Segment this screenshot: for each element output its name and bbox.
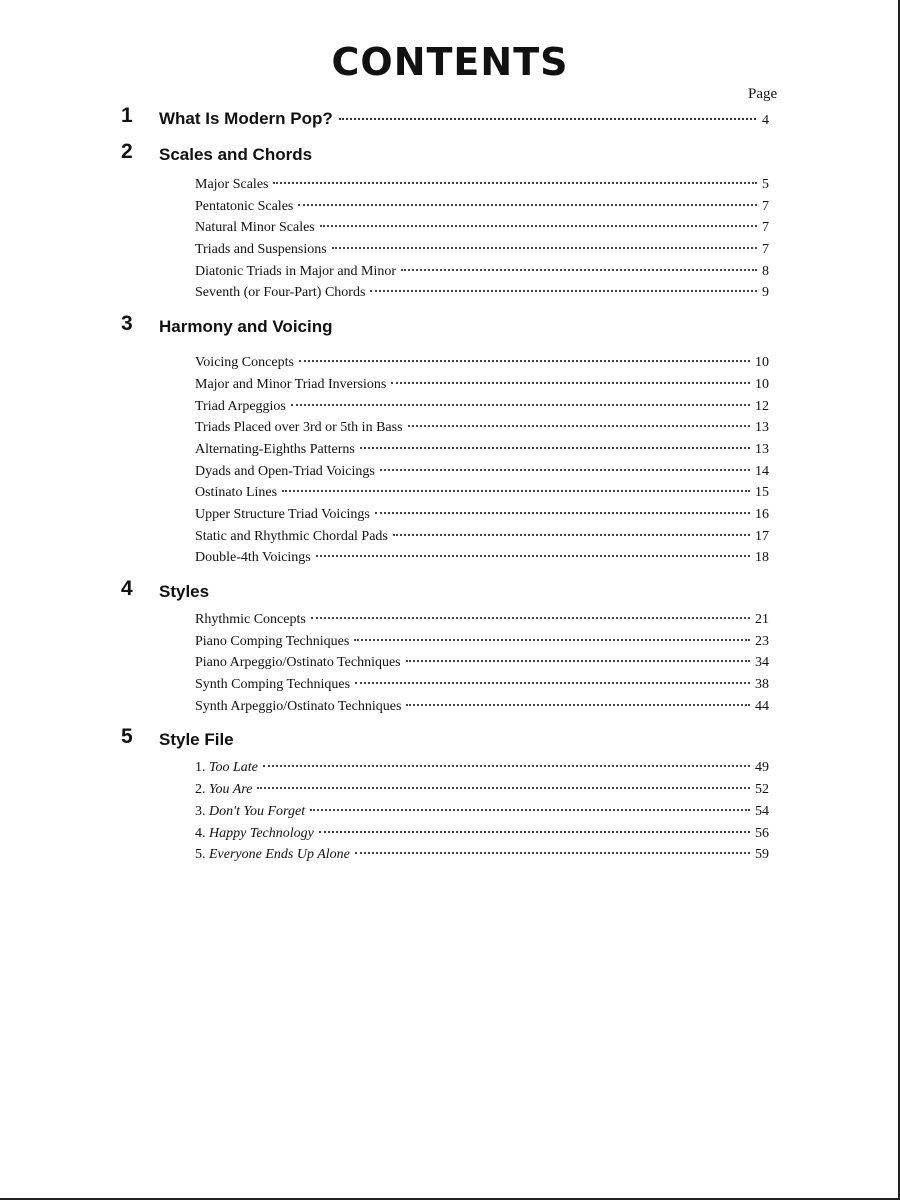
toc-entry[interactable] <box>195 174 769 196</box>
entry-page-number: 8 <box>762 263 769 279</box>
entry-page-number: 13 <box>755 441 769 457</box>
toc-entry[interactable] <box>195 844 769 866</box>
entry-list <box>0 757 900 865</box>
entry-page-number: 17 <box>755 528 769 544</box>
dot-leader <box>391 382 750 384</box>
entry-page-number: 7 <box>762 198 769 214</box>
entry-prefix: 1. <box>195 760 209 776</box>
chapter-4 <box>0 577 900 725</box>
entry-page-number: 52 <box>755 782 769 798</box>
entry-prefix: 5. <box>195 847 209 863</box>
entry-page-number: 9 <box>762 285 769 301</box>
entry-label <box>195 844 350 866</box>
chapter-heading[interactable] <box>0 312 900 352</box>
toc-entry[interactable] <box>195 461 769 483</box>
toc-entry[interactable] <box>195 504 769 526</box>
chapter-title: Scales and Chords <box>159 145 313 164</box>
dot-leader <box>354 639 750 641</box>
entry-page-number: 7 <box>762 242 769 258</box>
toc-entry[interactable] <box>195 261 769 283</box>
entry-label: Static and Rhythmic Chordal Pads <box>195 528 388 544</box>
chapter-number: 5 <box>121 725 133 749</box>
entry-label: Voicing Concepts <box>195 355 294 371</box>
entry-label <box>195 801 305 823</box>
entry-list <box>0 174 900 304</box>
entry-page-number: 10 <box>755 355 769 371</box>
dot-leader <box>406 660 750 662</box>
chapter-heading[interactable] <box>0 104 900 140</box>
entry-page-number: 21 <box>755 612 769 627</box>
dot-leader <box>408 425 750 427</box>
entry-page-number: 34 <box>755 655 769 671</box>
dot-leader <box>299 360 750 362</box>
entry-page-number: 7 <box>762 220 769 236</box>
entry-label <box>195 823 314 845</box>
toc-entry[interactable] <box>195 217 769 239</box>
dot-leader <box>310 809 750 811</box>
entry-page-number: 5 <box>762 177 769 192</box>
chapter-1 <box>0 104 900 140</box>
entry-page-number: 38 <box>755 677 769 693</box>
toc-entry[interactable] <box>195 239 769 261</box>
entry-label: Natural Minor Scales <box>195 220 315 236</box>
song-title: Happy Technology <box>209 825 314 841</box>
dot-leader <box>257 787 750 789</box>
toc-entry[interactable] <box>195 631 769 653</box>
entry-label: Triads Placed over 3rd or 5th in Bass <box>195 420 403 436</box>
toc-entry[interactable] <box>195 396 769 418</box>
entry-label: Alternating-Eighths Patterns <box>195 441 355 457</box>
dot-leader <box>311 617 750 619</box>
chapter-number: 2 <box>121 140 133 163</box>
toc-entry[interactable] <box>195 674 769 696</box>
chapter-2 <box>0 140 900 312</box>
toc-entry[interactable] <box>195 482 769 504</box>
toc-entry[interactable] <box>195 374 769 396</box>
entry-page-number: 10 <box>755 376 769 392</box>
entry-label: Piano Arpeggio/Ostinato Techniques <box>195 655 401 671</box>
dot-leader <box>401 269 757 271</box>
entry-label: Seventh (or Four-Part) Chords <box>195 285 366 301</box>
entry-page-number: 12 <box>755 398 769 414</box>
entry-label: Major and Minor Triad Inversions <box>195 376 387 392</box>
dot-leader <box>282 490 750 492</box>
dot-leader <box>320 225 757 227</box>
table-of-contents <box>0 104 900 866</box>
toc-entry[interactable] <box>195 282 769 304</box>
chapter-title: Style File <box>159 730 234 750</box>
entry-page-number: 14 <box>755 463 769 479</box>
toc-entry[interactable] <box>195 652 769 674</box>
toc-entry[interactable] <box>195 526 769 548</box>
entry-label: Pentatonic Scales <box>195 198 294 214</box>
dot-leader <box>339 118 756 120</box>
chapter-number: 3 <box>121 312 133 336</box>
entry-label <box>195 757 258 779</box>
song-title: Don't You Forget <box>209 803 306 819</box>
dot-leader <box>273 182 757 184</box>
dot-leader <box>291 404 750 406</box>
entry-page-number: 59 <box>755 847 769 863</box>
dot-leader <box>370 290 757 292</box>
entry-page-number: 49 <box>755 760 769 776</box>
entry-page-number: 23 <box>755 633 769 649</box>
dot-leader <box>355 852 750 854</box>
chapter-heading[interactable] <box>0 140 900 174</box>
chapter-number: 4 <box>121 577 133 600</box>
toc-entry[interactable] <box>195 779 769 801</box>
entry-label <box>195 779 252 801</box>
entry-label: Double-4th Voicings <box>195 550 311 566</box>
entry-label: Dyads and Open-Triad Voicings <box>195 463 375 479</box>
toc-entry[interactable] <box>195 801 769 823</box>
song-title: Too Late <box>209 760 258 776</box>
chapter-5 <box>0 725 900 865</box>
entry-prefix: 3. <box>195 803 209 819</box>
toc-entry[interactable] <box>195 696 769 718</box>
dot-leader <box>298 204 757 206</box>
chapter-number: 1 <box>121 104 133 127</box>
entry-page-number: 16 <box>755 506 769 522</box>
entry-label: Piano Comping Techniques <box>195 633 350 649</box>
entry-prefix: 2. <box>195 782 209 798</box>
dot-leader <box>393 534 750 536</box>
entry-page-number: 44 <box>755 698 769 714</box>
dot-leader <box>375 512 750 514</box>
entry-page-number: 54 <box>755 803 769 819</box>
toc-entry[interactable] <box>195 547 769 569</box>
chapter-page-number: 4 <box>762 113 769 128</box>
dot-leader <box>319 831 750 833</box>
entry-page-number: 15 <box>755 485 769 501</box>
toc-entry[interactable] <box>195 196 769 218</box>
dot-leader <box>263 765 750 767</box>
dot-leader <box>355 682 750 684</box>
chapter-3 <box>0 312 900 577</box>
entry-label: Triad Arpeggios <box>195 398 286 414</box>
entry-list <box>0 609 900 717</box>
entry-page-number: 56 <box>755 825 769 841</box>
toc-entry[interactable] <box>195 439 769 461</box>
toc-entry[interactable] <box>195 757 769 779</box>
chapter-heading[interactable] <box>0 577 900 609</box>
chapter-title: Harmony and Voicing <box>159 317 333 337</box>
toc-entry[interactable] <box>195 823 769 845</box>
song-title: Everyone Ends Up Alone <box>209 847 350 863</box>
dot-leader <box>406 704 750 706</box>
chapter-title: What Is Modern Pop? <box>159 109 333 128</box>
entry-label: Synth Arpeggio/Ostinato Techniques <box>195 698 402 714</box>
song-title: You Are <box>209 782 253 798</box>
dot-leader <box>332 247 757 249</box>
dot-leader <box>360 447 750 449</box>
page-column-label: Page <box>748 86 778 102</box>
toc-entry[interactable] <box>195 609 769 631</box>
chapter-title: Styles <box>159 582 210 601</box>
entry-page-number: 13 <box>755 420 769 436</box>
toc-entry[interactable] <box>195 352 769 374</box>
entry-label: Ostinato Lines <box>195 485 278 501</box>
entry-prefix: 4. <box>195 825 209 841</box>
entry-label: Major Scales <box>195 177 269 192</box>
entry-label: Rhythmic Concepts <box>195 612 306 627</box>
entry-list <box>0 352 900 569</box>
entry-page-number: 18 <box>755 550 769 566</box>
entry-label: Triads and Suspensions <box>195 242 327 258</box>
dot-leader <box>380 469 750 471</box>
chapter-line <box>159 109 769 129</box>
toc-entry[interactable] <box>195 417 769 439</box>
entry-label: Diatonic Triads in Major and Minor <box>195 263 397 279</box>
page-title: CONTENTS <box>331 40 569 84</box>
chapter-heading[interactable] <box>0 725 900 757</box>
entry-label: Synth Comping Techniques <box>195 677 351 693</box>
dot-leader <box>316 555 750 557</box>
entry-label: Upper Structure Triad Voicings <box>195 506 370 522</box>
